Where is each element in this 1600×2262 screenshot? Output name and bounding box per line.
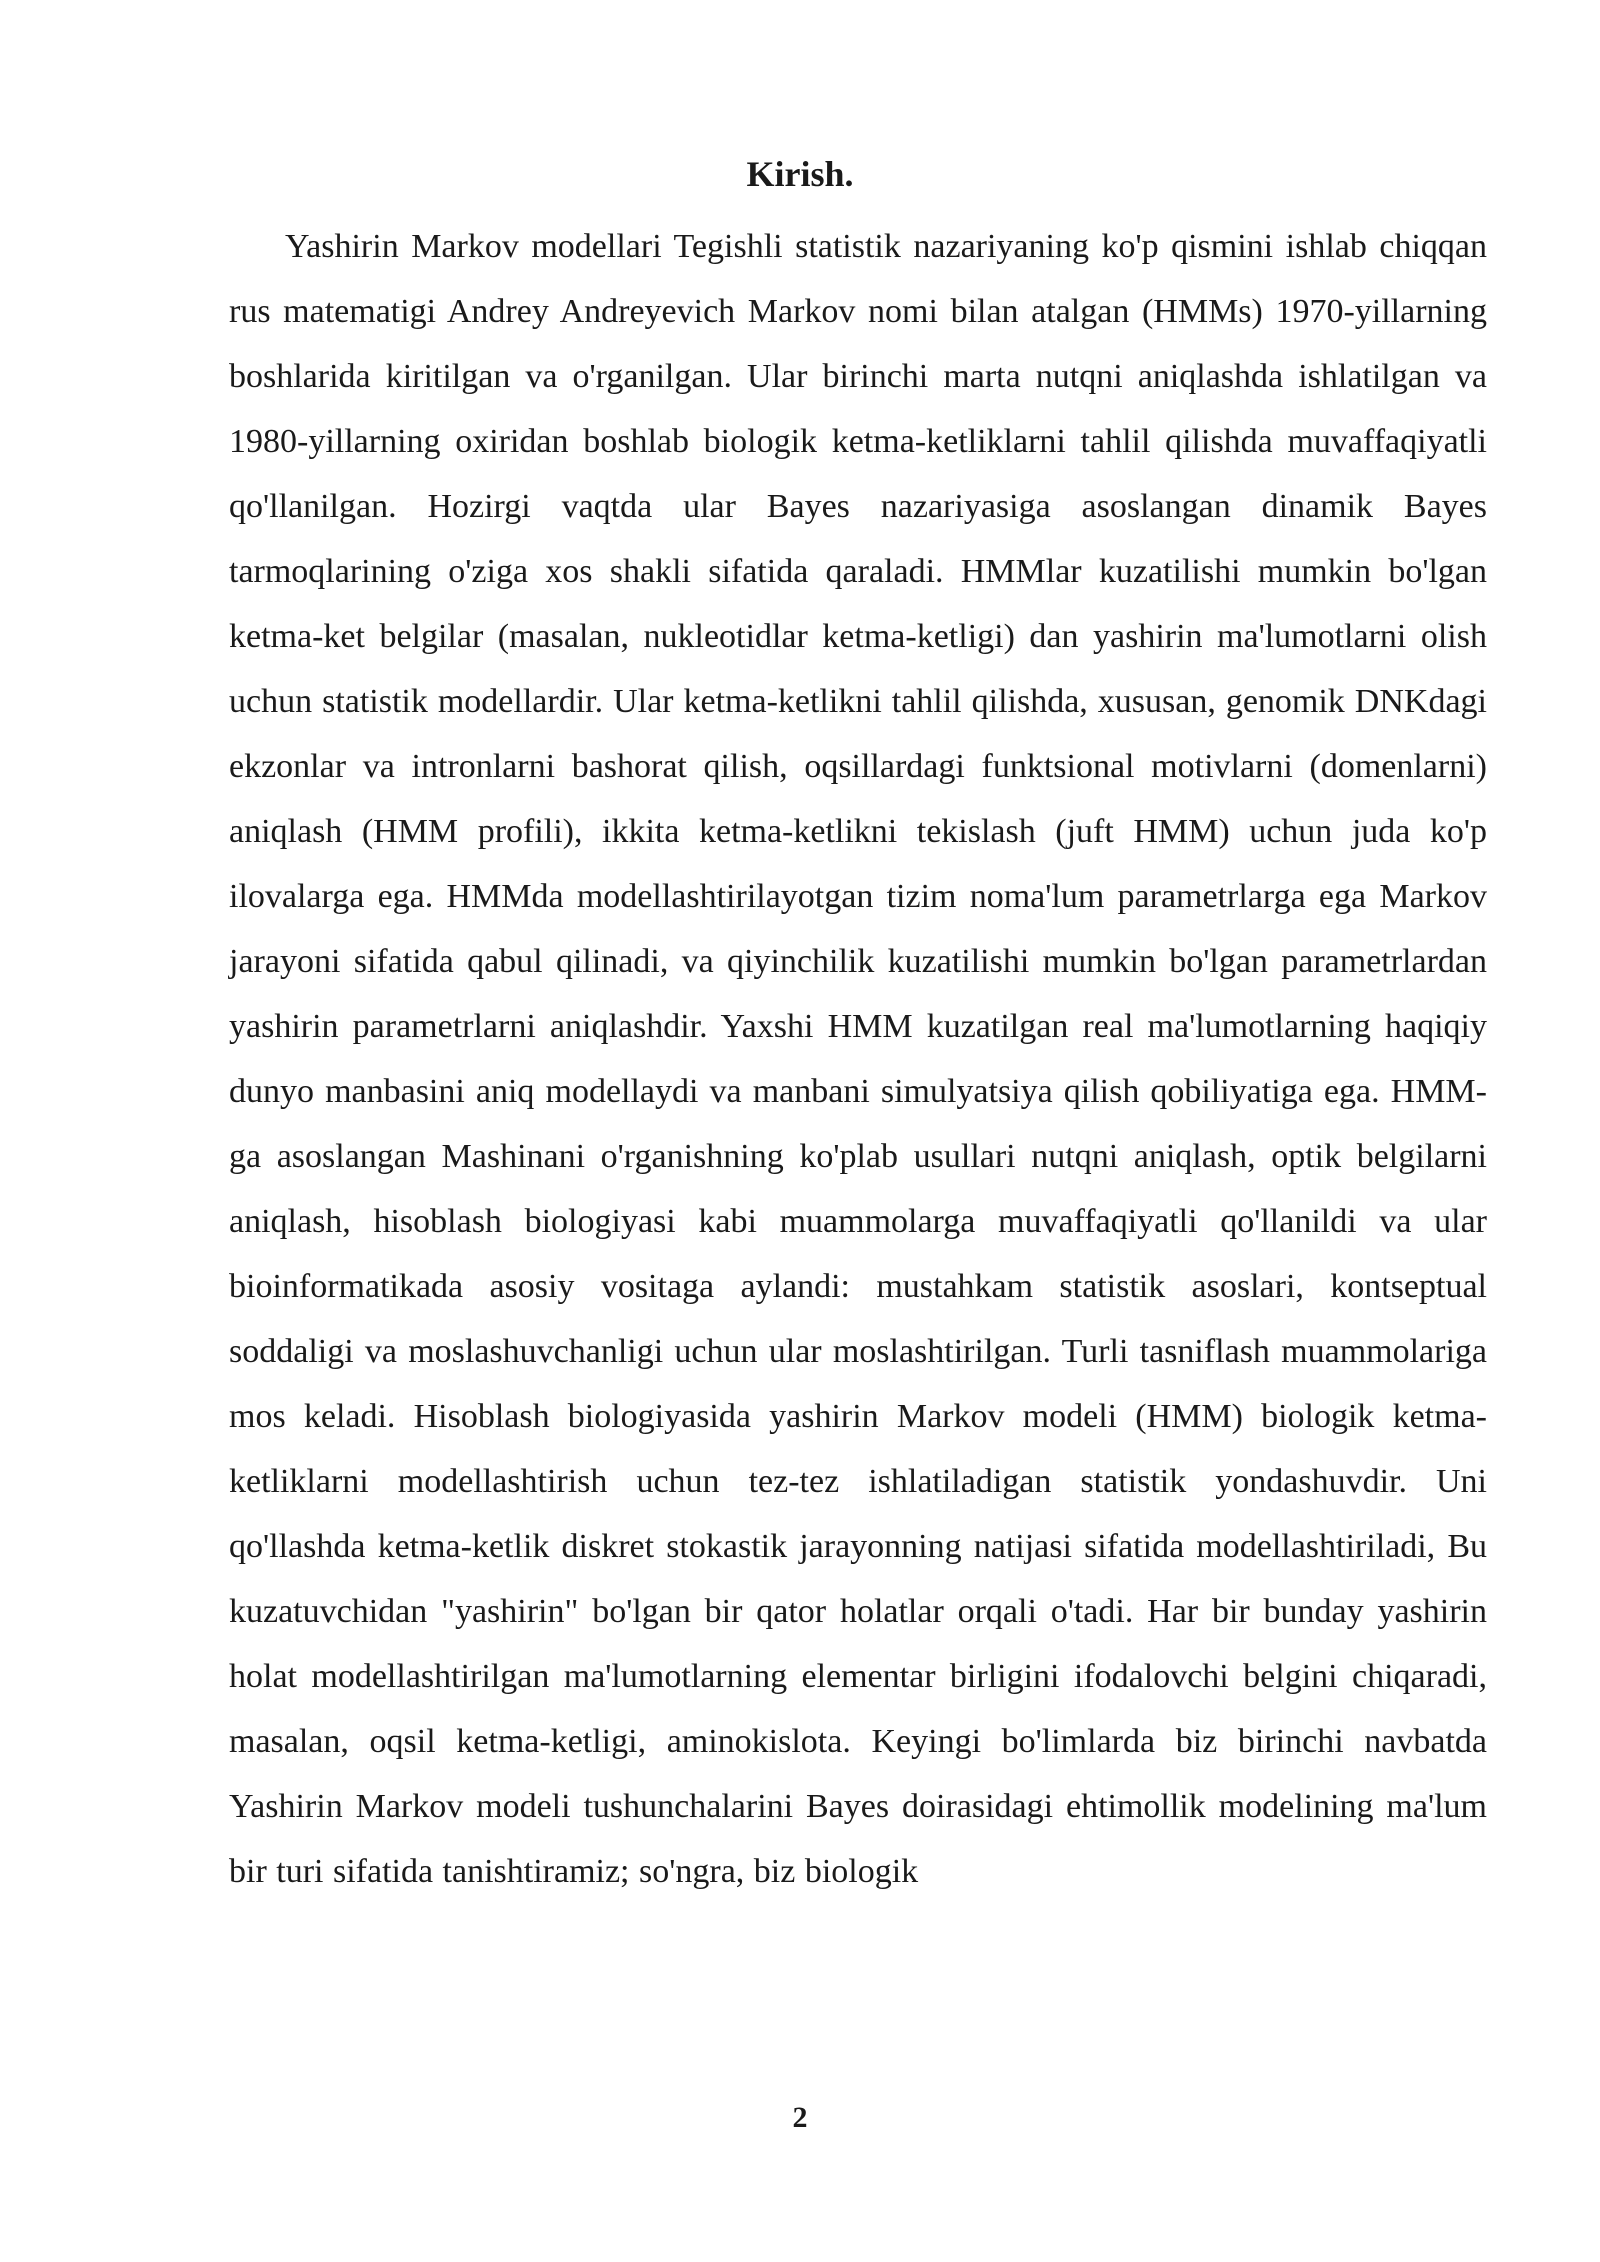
body-paragraph: Yashirin Markov modellari Tegishli statistik nazariyaning ko'p qismini ishlab chiqqan rus matematigi Andrey Andreyevich Markov nomi bilan atalgan (HMMs) 1970-yillarning boshlarida kiritilgan va o'rganilgan. Ular birinchi marta nutqni aniqlashda ishlatilgan va 1980-yillarning oxiridan boshlab biologik ketma-ketliklarni tahlil qilishda muvaffaqiyatli qo'llanilgan. Hozirgi vaqtda ular Bayes nazariyasiga asoslangan dinamik Bayes tarmoqlarining o'ziga xos shakli sifatida qaraladi. HMMlar kuzatilishi mumkin bo'lgan ketma-ket belgilar (masalan, nukleotidlar ketma-ketligi) dan yashirin ma'lumotlarni olish uchun statistik modellardir. Ular ketma-ketlikni tahlil qilishda, xususan, genomik DNKdagi ekzonlar va intronlarni bashorat qilish, oqsillardagi funktsional motivlarni (domenlarni) aniqlash (HMM profili), ikkita ketma-ketlikni tekislash (juft HMM) uchun juda ko'p ilovalarga ega. HMMda modellashtirilayotgan tizim noma'lum parametrlarga ega Markov jarayoni sifatida qabul qilinadi, va qiyinchilik kuzatilishi mumkin bo'lgan parametrlardan yashirin parametrlarni aniqlashdir. Yaxshi HMM kuzatilgan real ma'lumotlarning haqiqiy dunyo manbasini aniq modellaydi va manbani simulyatsiya qilish qobiliyatiga ega. HMM-ga asoslangan Mashinani o'rganishning ko'plab usullari nutqni aniqlash, optik belgilarni aniqlash, hisoblash biologiyasi kabi muammolarga muvaffaqiyatli qo'llanildi va ular bioinformatikada asosiy vositaga aylandi: mustahkam statistik asoslari, kontseptual soddaligi va moslashuvchanligi uchun ular moslashtirilgan. Turli tasniflash muammolariga mos keladi. Hisoblash biologiyasida yashirin Markov modeli (HMM) biologik ketma-ketliklarni modellashtirish uchun tez-tez ishlatiladigan statistik yondashuvdir. Uni qo'llashda ketma-ketlik diskret stokastik jarayonning natijasi sifatida modellashtiriladi, Bu kuzatuvchidan "yashirin" bo'lgan bir qator holatlar orqali o'tadi. Har bir bunday yashirin holat modellashtirilgan ma'lumotlarning elementar birligini ifodalovchi belgini chiqaradi, masalan, oqsil ketma-ketligi, aminokislota. Keyingi bo'limlarda biz birinchi navbatda Yashirin Markov modeli tushunchalarini Bayes doirasidagi ehtimollik modelining ma'lum bir turi sifatida tanishtiramiz; so'ngra, biz biologik (229, 228, 1487, 1890)
section-title: Kirish. (746, 154, 854, 194)
page-number: 2 (792, 2101, 808, 2134)
